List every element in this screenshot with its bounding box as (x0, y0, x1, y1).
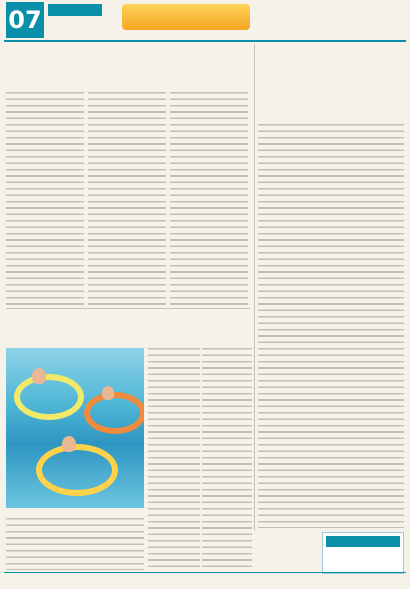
footer-rule (4, 572, 406, 573)
page-number: 07 (6, 2, 44, 38)
special-box (322, 532, 404, 574)
column-divider (254, 44, 255, 530)
article-body-column (88, 92, 166, 306)
swim-ring (14, 374, 84, 420)
article-body-column (258, 124, 404, 528)
swimmer (62, 436, 76, 452)
newspaper-brand (48, 4, 102, 16)
swim-ring (36, 444, 118, 496)
article-body-column (6, 518, 144, 570)
swimmer (32, 368, 46, 384)
swim-ring (84, 392, 144, 434)
header-rule (4, 40, 406, 42)
article-photo (6, 348, 144, 508)
special-tag (326, 536, 400, 547)
article-body-column (202, 348, 252, 570)
section-divider (6, 308, 250, 309)
swimmer (102, 386, 114, 400)
article-body-column (6, 92, 84, 306)
article-body-column (170, 92, 248, 306)
column-title (122, 4, 250, 30)
article-body-column (148, 348, 200, 570)
